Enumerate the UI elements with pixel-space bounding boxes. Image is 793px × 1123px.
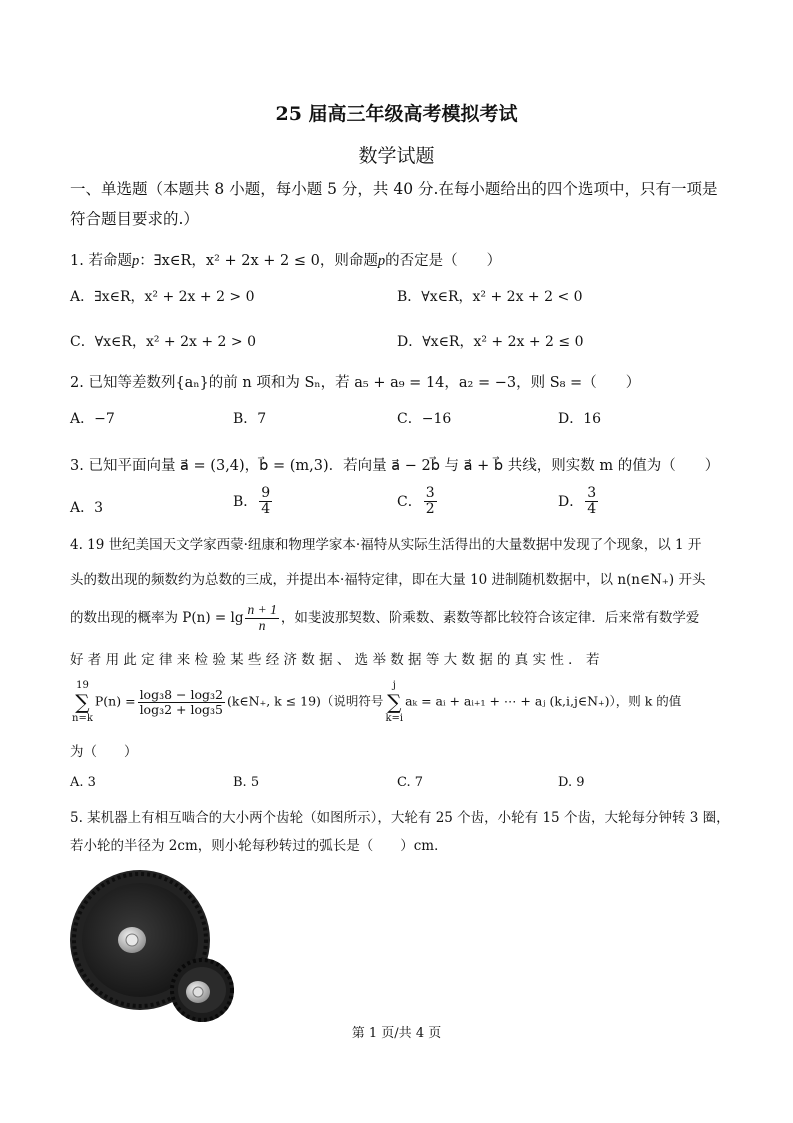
q1-option-a: A．∃x∈R，x² + 2x + 2 > 0 [70,289,255,305]
exam-subtitle: 数学试题 [358,145,435,167]
q1-stem: 1. 若命题p：∃x∈R，x² + 2x + 2 ≤ 0，则命题p的否定是（ ） [70,253,502,269]
q5-line1: 5. 某机器上有相互啮合的大小两个齿轮（如图所示），大轮有 25 个齿，小轮有 15 个齿，大轮每分钟转 3 圈， [70,810,730,826]
q4-option-d: D. 9 [558,775,585,790]
q3-option-b: B． $\frac{9}{4}$ [233,485,271,518]
q2-option-d: D．16 [558,411,602,427]
q3-option-c: C． $\frac{3}{2}$ [397,485,435,518]
q4-option-b: B. 5 [233,775,260,790]
q4-option-c: C. 7 [397,775,424,790]
section-heading-line2: 符合题目要求的.） [70,210,199,228]
q2-stem: 2. 已知等差数列{aₙ}的前 n 项和为 Sₙ，若 a₅ + a₉ = 14，a₂ = −3，则 S₈ =（ ） [70,375,641,391]
q4-line4: 好 者 用 此 定 律 来 检 验 某 些 经 济 数 据 、 选 举 数 据 等 大 数 据 的 真 实 性 ． 若 [70,652,600,668]
q4-line5: 19 ∑ n=k P(n) = $\frac{\text{log₃8 − log₃2}}{\text{log₃2 + log₃5}}$ (k∈N₊, k ≤ 19)（说明符号 j ∑ k=i aₖ = aᵢ + aᵢ₊₁ + ⋯ + aⱼ (k,i,j∈N₊)），则 k 的值 [72,680,682,724]
q2-option-c: C．−16 [397,411,452,427]
page-footer: 第 1 页/共 4 页 [351,1026,442,1041]
gears-illustration [70,862,245,1022]
q3-option-a: A．3 [70,500,104,516]
gears-figure [70,862,245,1022]
q4-option-a: A. 3 [70,775,96,790]
q4-line3: 的数出现的概率为 P(n) = lg $\frac{n + 1}{n}$ ，如斐波那契数、阶乘数、素数等都比较符合该定律．后来常有数学爱 [70,602,700,633]
q4-line6: 为（ ） [70,744,138,760]
q1-option-d: D．∀x∈R，x² + 2x + 2 ≤ 0 [397,334,584,350]
q4-line2: 头的数出现的频数约为总数的三成，并提出本·福特定律，即在大量 10 进制随机数据中，以 n(n∈N₊) 开头 [70,572,706,588]
q2-option-b: B．7 [233,411,267,427]
q3-option-d: D． $\frac{3}{4}$ [558,485,597,518]
q1-option-c: C．∀x∈R，x² + 2x + 2 > 0 [70,334,256,350]
q3-stem: 3. 已知平面向量 a⃗ = (3,4)，b⃗ = (m,3)．若向量 a⃗ − 2b⃗ 与 a⃗ + b⃗ 共线，则实数 m 的值为（ ） [70,458,720,474]
q4-line1: 4. 19 世纪美国天文学家西蒙·纽康和物理学家本·福特从实际生活得出的大量数据中发现了个现象，以 1 开 [70,537,702,553]
exam-title: 25 届高三年级高考模拟考试 [275,103,518,125]
q2-option-a: A．−7 [70,411,115,427]
section-heading-line1: 一、单选题（本题共 8 小题，每小题 5 分，共 40 分.在每小题给出的四个选项中，只有一项是 [70,180,718,198]
q1-option-b: B．∀x∈R，x² + 2x + 2 < 0 [397,289,583,305]
q5-line2: 若小轮的半径为 2cm，则小轮每秒转过的弧长是（ ）cm． [70,838,448,854]
